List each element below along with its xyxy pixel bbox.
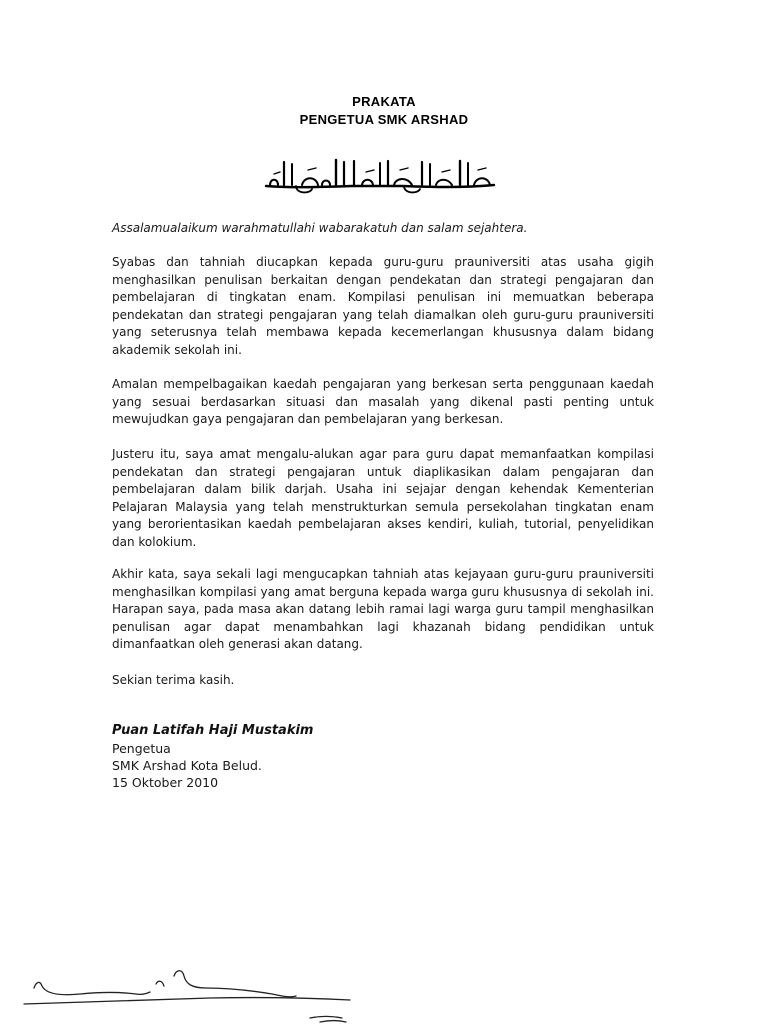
paragraph-1: Syabas dan tahniah diucapkan kepada guru-guru prauniversiti atas usaha gigih menghasilkan penulisan berkaitan dengan pendekatan dan strategi pengajaran dan pembelajaran di tingkatan enam. Kompilasi penulisan ini memuatkan beberapa pendekatan dan strategi pengajaran yang telah diamalkan oleh guru-guru prauniversiti yang seterusnya telah membawa kepada kecemerlangan khususnya dalam bidang akademik sekolah ini. (112, 255, 654, 357)
document-title: PRAKATA (352, 94, 416, 109)
paragraph-4: Akhir kata, saya sekali lagi mengucapkan tahniah atas kejayaan guru-guru prauniversiti menghasilkan kompilasi yang amat berguna kepada warga guru khususnya di sekolah ini. Harapan saya, pada masa akan datang lebih ramai lagi warga guru tampil menghasilkan penulisan agar dapat menambahkan lagi khazanah bidang pendidikan untuk dimanfaatkan oleh generasi akan datang. (112, 567, 654, 652)
handwritten-signature (20, 958, 360, 1024)
signatory-position: Pengetua (112, 741, 171, 756)
basmala-calligraphy (262, 152, 498, 196)
closing-line: Sekian terima kasih. (112, 673, 235, 687)
signatory-name: Puan Latifah Haji Mustakim (112, 723, 314, 738)
greeting: Assalamualaikum warahmatullahi wabarakatuh dan salam sejahtera. (112, 221, 528, 235)
document-subtitle: PENGETUA SMK ARSHAD (299, 112, 469, 127)
signatory-school: SMK Arshad Kota Belud. (112, 758, 262, 773)
paragraph-2: Amalan mempelbagaikan kaedah pengajaran yang berkesan serta penggunaan kaedah yang sesuai berdasarkan situasi dan masalah yang dikenal pasti penting untuk mewujudkan gaya pengajaran dan pembelajaran yang berkesan. (112, 377, 654, 427)
signatory-date: 15 Oktober 2010 (112, 775, 219, 790)
paragraph-3: Justeru itu, saya amat mengalu-alukan agar para guru dapat memanfaatkan kompilasi pendekatan dan strategi pengajaran untuk diaplikasikan dalam pengajaran dan pembelajaran dalam bilik darjah. Usaha ini sejajar dengan kehendak Kementerian Pelajaran Malaysia yang telah menstrukturkan semula persekolahan tingkatan enam yang berorientasikan kaedah pembelajaran akses kendiri, kuliah, tutorial, penyelidikan dan kolokium. (112, 447, 654, 549)
